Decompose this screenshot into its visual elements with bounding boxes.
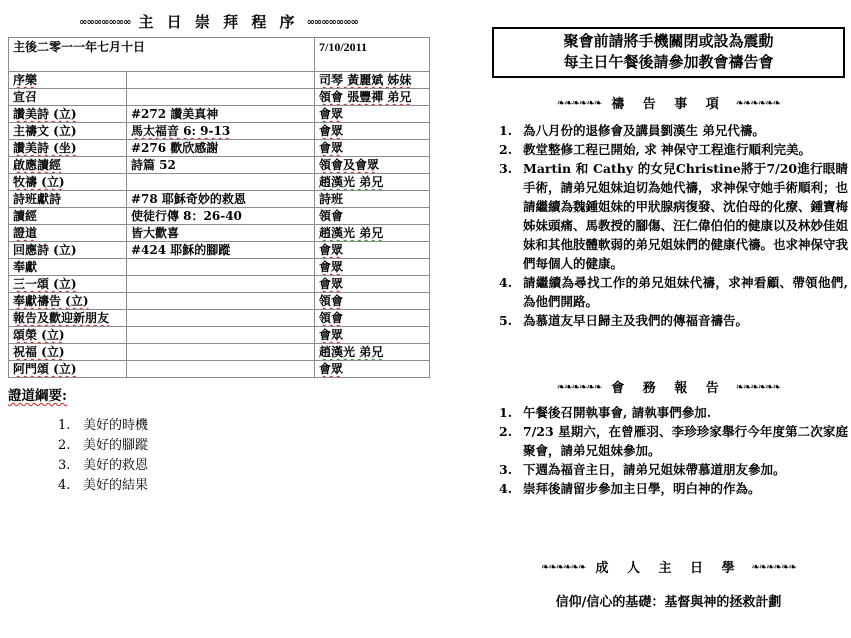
table-row: [9, 276, 430, 293]
cell-content: 使徒行傳 8：26-40: [127, 208, 315, 225]
prayer-item: [499, 311, 848, 330]
cell-content: [127, 259, 315, 276]
report-items-list: [499, 403, 848, 498]
table-row: [9, 259, 430, 276]
sermon-outline-item: [58, 456, 148, 476]
table-row: [9, 361, 430, 378]
cell-item: 奉獻: [9, 259, 127, 276]
item-text: 美好的時機: [83, 418, 149, 433]
table-row: [9, 106, 430, 123]
chain-ornament-icon: ∞∞∞∞∞∞∞: [79, 17, 131, 28]
cell-content: #276 歡欣感謝: [127, 140, 315, 157]
cell-who: 會眾: [315, 242, 430, 259]
table-row: [9, 157, 430, 174]
item-text: 教堂整修工程已開始, 求 神保守工程進行順利完美。: [523, 142, 812, 157]
report-item: [499, 422, 848, 460]
cell-who: 會眾: [315, 140, 430, 157]
sermon-outline-item: [58, 416, 148, 436]
table-row: [9, 242, 430, 259]
cell-item: 讀經: [9, 208, 127, 225]
item-text: 請繼續為尋找工作的弟兄姐妹代禱，求神看顧、帶領他們, 為他們開路。: [523, 275, 848, 309]
item-text: 7/23 星期六，在曾雁羽、李珍珍家舉行今年度第二次家庭聚會，請弟兄姐妹參加。: [523, 424, 848, 458]
prayer-section-header: [492, 93, 845, 112]
cell-who: 領會: [315, 293, 430, 310]
cell-who: 會眾: [315, 276, 430, 293]
cell-content: 皆大歡喜: [127, 225, 315, 242]
cell-who: 趙漢光 弟兄: [315, 225, 430, 242]
cell-content: #424 耶穌的腳蹤: [127, 242, 315, 259]
cell-item: 宣召: [9, 89, 127, 106]
table-row: [9, 344, 430, 361]
cell-content: [127, 327, 315, 344]
table-row: [9, 310, 430, 327]
item-text: 美好的救恩: [83, 458, 149, 473]
item-text: 崇拜後請留步參加主日學，明白神的作為。: [523, 481, 761, 496]
cell-item: 證道: [9, 225, 127, 242]
item-text: 為慕道友早日歸主及我們的傳福音禱告。: [523, 313, 749, 328]
report-section-header: [492, 377, 845, 396]
cell-who: 會眾: [315, 327, 430, 344]
scroll-ornament-icon: ❧❧❧❧❧❧: [556, 382, 602, 393]
sunday-school-title: 成 人 主 日 學: [595, 561, 742, 576]
report-item: [499, 460, 848, 479]
item-number: 2.: [499, 142, 513, 157]
prayer-items-list: [499, 121, 848, 330]
item-number: 2.: [58, 438, 71, 453]
cell-content: [127, 344, 315, 361]
report-item: [499, 403, 848, 422]
cell-who: 會眾: [315, 106, 430, 123]
sermon-outline-heading: 證道綱要:: [8, 388, 67, 404]
cell-who: 會眾: [315, 361, 430, 378]
notice-line-1: 聚會前請將手機關閉或設為震動: [563, 32, 774, 50]
cell-who: 領會: [315, 208, 430, 225]
cell-content: [127, 89, 315, 106]
item-text: 午餐後召開執事會, 請執事們參加.: [523, 405, 712, 420]
table-row: [9, 327, 430, 344]
notice-box: [492, 27, 845, 78]
cell-content: 馬太福音 6: 9-13: [127, 123, 315, 140]
table-row: [9, 174, 430, 191]
item-number: 1.: [499, 123, 513, 138]
worship-order-title: [8, 11, 429, 32]
item-number: 1.: [499, 405, 513, 420]
prayer-item: [499, 140, 848, 159]
cell-who: 詩班: [315, 191, 430, 208]
scroll-ornament-icon: ❧❧❧❧❧❧: [735, 98, 781, 109]
cell-who: 趙漢光 弟兄: [315, 344, 430, 361]
cell-item: 讚美詩 (坐): [9, 140, 127, 157]
cell-content: #78 耶穌奇妙的救恩: [127, 191, 315, 208]
cell-item: 祝福 (立): [9, 344, 127, 361]
page-title: 主 日 崇 拜 程 序: [138, 13, 299, 31]
cell-item: 讚美詩 (立): [9, 106, 127, 123]
item-number: 4.: [499, 275, 513, 290]
sunday-school-header: [492, 557, 845, 576]
cell-who: 領會及會眾: [315, 157, 430, 174]
cell-item: 主禱文 (立): [9, 123, 127, 140]
item-number: 1.: [58, 418, 71, 433]
cell-item: 詩班獻詩: [9, 191, 127, 208]
chain-ornament-icon: ∞∞∞∞∞∞∞: [306, 17, 358, 28]
chinese-date: 主後二零一一年七月十日: [9, 38, 315, 72]
cell-who: 領會: [315, 310, 430, 327]
item-number: 4.: [499, 481, 513, 496]
cell-who: 司琴 黃麗斌 姊妹: [315, 72, 430, 89]
sermon-outline-list: [58, 416, 148, 496]
item-text: 美好的腳蹤: [83, 438, 149, 453]
item-text: Martin 和 Cathy 的女兒Christine將于7/20進行眼睛手術，請弟兄姐妹迫切為她代禱，求神保守她手術順利；也請繼續為魏鍾姐妹的甲狀腺病復發、沈伯母的化療、鍾寶梅姊妹頭痛、馬教授的腳傷、汪仁偉伯伯的健康以及林妙佳姐妹和其他肢體軟弱的弟兄姐妹們的健康代禱。也求神保守我們每個人的健康。: [523, 161, 849, 271]
scroll-ornament-icon: ❧❧❧❧❧❧: [735, 382, 781, 393]
cell-who: 領會 張豐禪 弟兄: [315, 89, 430, 106]
item-number: 2.: [499, 424, 513, 439]
item-number: 3.: [499, 161, 513, 176]
notice-line-2: 每主日午餐後請參加教會禱告會: [563, 53, 774, 71]
item-text: 美好的結果: [83, 478, 149, 493]
prayer-item: [499, 159, 848, 273]
cell-content: #272 讚美真神: [127, 106, 315, 123]
cell-item: 牧禱 (立): [9, 174, 127, 191]
cell-content: [127, 174, 315, 191]
cell-item: 序樂: [9, 72, 127, 89]
western-date: 7/10/2011: [315, 38, 430, 72]
table-row: [9, 72, 430, 89]
cell-item: 阿門頌 (立): [9, 361, 127, 378]
cell-item: 奉獻禱告 (立): [9, 293, 127, 310]
table-row: [9, 89, 430, 106]
table-row: [9, 140, 430, 157]
table-row: [9, 191, 430, 208]
cell-item: 三一頌 (立): [9, 276, 127, 293]
cell-content: 詩篇 52: [127, 157, 315, 174]
cell-content: [127, 310, 315, 327]
table-row: [9, 208, 430, 225]
table-row: [9, 293, 430, 310]
cell-content: [127, 276, 315, 293]
cell-content: [127, 361, 315, 378]
sermon-outline-item: [58, 436, 148, 456]
cell-item: 報告及歡迎新朋友: [9, 310, 127, 327]
report-section-title: 會 務 報 告: [611, 381, 726, 396]
cell-who: 會眾: [315, 259, 430, 276]
table-row: [9, 225, 430, 242]
table-row: [9, 123, 430, 140]
cell-item: 頌榮 (立): [9, 327, 127, 344]
worship-order-table: [8, 37, 430, 378]
sermon-outline-item: [58, 476, 148, 496]
item-number: 3.: [499, 462, 513, 477]
scroll-ornament-icon: ❧❧❧❧❧❧: [556, 98, 602, 109]
prayer-section-title: 禱 告 事 項: [611, 97, 726, 112]
prayer-item: [499, 273, 848, 311]
item-number: 5.: [499, 313, 513, 328]
sunday-school-subtitle: 信仰/信心的基礎：基督與神的拯救計劃: [555, 595, 782, 610]
item-text: 為八月份的退修會及講員劉漢生 弟兄代禱。: [523, 123, 765, 138]
cell-content: [127, 293, 315, 310]
scroll-ornament-icon: ❧❧❧❧❧❧: [751, 562, 796, 573]
item-number: 3.: [58, 458, 71, 473]
report-item: [499, 479, 848, 498]
cell-content: [127, 72, 315, 89]
table-date-row: [9, 38, 430, 72]
item-text: 下週為福音主日，請弟兄姐妹帶慕道朋友參加。: [523, 462, 786, 477]
prayer-item: [499, 121, 848, 140]
cell-item: 回應詩 (立): [9, 242, 127, 259]
item-number: 4.: [58, 478, 71, 493]
cell-item: 啟應讀經: [9, 157, 127, 174]
cell-who: 會眾: [315, 123, 430, 140]
cell-who: 趙漢光 弟兄: [315, 174, 430, 191]
scroll-ornament-icon: ❧❧❧❧❧❧: [541, 562, 586, 573]
